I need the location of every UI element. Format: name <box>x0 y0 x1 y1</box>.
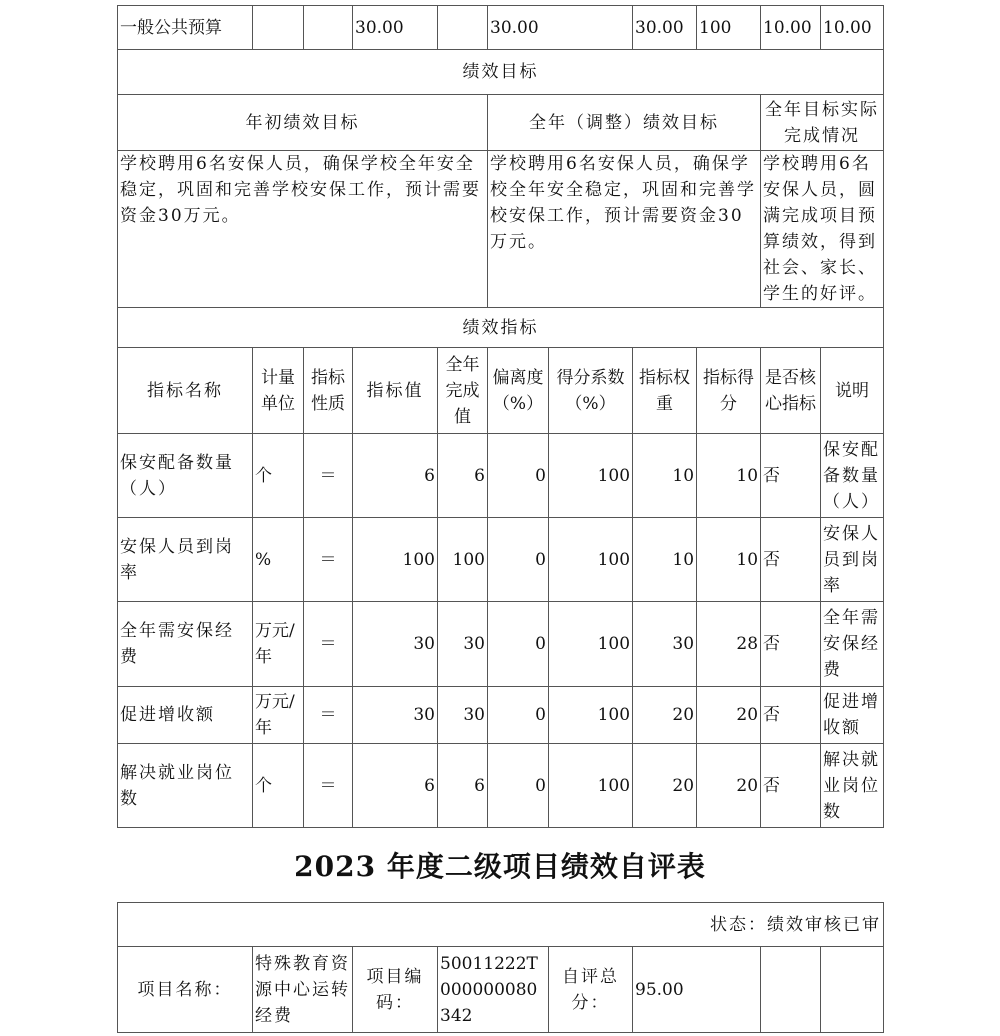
goals-section-title: 绩效目标 <box>118 50 884 95</box>
indicator-target: 6 <box>353 434 438 518</box>
indicator-coef: 100 <box>549 518 633 602</box>
budget-cell: 100 <box>697 6 761 50</box>
indicator-header: 全年完成值 <box>438 348 488 434</box>
indicator-target: 30 <box>353 687 438 744</box>
goals-value-row <box>118 151 884 308</box>
indicator-name: 保安配备数量（人） <box>118 434 253 518</box>
goal-actual-text: 学校聘用6名安保人员，圆满完成项目预算绩效，得到社会、家长、学生的好评。 <box>761 151 884 308</box>
indicator-score: 20 <box>697 687 761 744</box>
indicator-actual: 6 <box>438 744 488 828</box>
indicator-coef: 100 <box>549 602 633 687</box>
indicator-name: 促进增收额 <box>118 687 253 744</box>
goals-header-row <box>118 95 884 151</box>
indicator-score: 20 <box>697 744 761 828</box>
indicator-deviation: 0 <box>488 602 549 687</box>
budget-cell: 10.00 <box>761 6 821 50</box>
indicator-note: 全年需安保经费 <box>821 602 884 687</box>
table-row <box>118 687 884 744</box>
budget-cell: 10.00 <box>821 6 884 50</box>
project-name-value: 特殊教育资源中心运转经费 <box>253 947 353 1033</box>
budget-label: 一般公共预算 <box>118 6 253 50</box>
goal-adjusted-text: 学校聘用6名安保人员，确保学校全年安全稳定，巩固和完善学校安保工作，预计需要资金30万元。 <box>488 151 761 308</box>
indicator-coef: 100 <box>549 744 633 828</box>
budget-cell <box>438 6 488 50</box>
budget-row <box>118 6 884 50</box>
score-label: 自评总分： <box>549 947 633 1033</box>
indicator-weight: 10 <box>633 434 697 518</box>
indicator-score: 28 <box>697 602 761 687</box>
budget-cell: 30.00 <box>633 6 697 50</box>
empty-cell <box>821 947 884 1033</box>
indicator-unit: 个 <box>253 744 304 828</box>
indicator-deviation: 0 <box>488 687 549 744</box>
indicator-note: 安保人员到岗率 <box>821 518 884 602</box>
performance-table <box>117 5 884 828</box>
indicator-core: 否 <box>761 687 821 744</box>
goal-header-actual: 全年目标实际完成情况 <box>761 95 884 151</box>
indicator-nature: ＝ <box>304 687 353 744</box>
indicator-name: 全年需安保经费 <box>118 602 253 687</box>
indicator-score: 10 <box>697 434 761 518</box>
indicators-section-title: 绩效指标 <box>118 308 884 348</box>
indicator-nature: ＝ <box>304 744 353 828</box>
empty-cell <box>761 947 821 1033</box>
table-row <box>118 518 884 602</box>
indicator-actual: 30 <box>438 602 488 687</box>
indicator-actual: 6 <box>438 434 488 518</box>
indicator-nature: ＝ <box>304 518 353 602</box>
indicator-core: 否 <box>761 434 821 518</box>
score-value: 95.00 <box>633 947 761 1033</box>
indicator-weight: 10 <box>633 518 697 602</box>
indicator-note: 解决就业岗位数 <box>821 744 884 828</box>
indicator-nature: ＝ <box>304 602 353 687</box>
indicator-coef: 100 <box>549 687 633 744</box>
project-code-label: 项目编码： <box>353 947 438 1033</box>
table-row <box>118 744 884 828</box>
indicator-unit: 个 <box>253 434 304 518</box>
indicator-actual: 30 <box>438 687 488 744</box>
indicator-header: 指标名称 <box>118 348 253 434</box>
indicator-unit: 万元/年 <box>253 687 304 744</box>
indicator-header: 指标得分 <box>697 348 761 434</box>
indicators-header-row <box>118 348 884 434</box>
indicator-deviation: 0 <box>488 434 549 518</box>
indicator-header: 计量单位 <box>253 348 304 434</box>
indicator-header: 指标性质 <box>304 348 353 434</box>
budget-cell <box>304 6 353 50</box>
indicator-note: 促进增收额 <box>821 687 884 744</box>
goal-header-adjusted: 全年（调整）绩效目标 <box>488 95 761 151</box>
indicator-target: 100 <box>353 518 438 602</box>
indicator-weight: 20 <box>633 687 697 744</box>
project-code-value: 50011222T000000080342 <box>438 947 549 1033</box>
budget-cell: 30.00 <box>353 6 438 50</box>
indicator-nature: ＝ <box>304 434 353 518</box>
budget-cell: 30.00 <box>488 6 633 50</box>
budget-cell <box>253 6 304 50</box>
self-evaluation-table <box>117 902 884 1033</box>
indicator-target: 30 <box>353 602 438 687</box>
indicator-score: 10 <box>697 518 761 602</box>
indicator-core: 否 <box>761 602 821 687</box>
table-row <box>118 602 884 687</box>
indicator-core: 否 <box>761 518 821 602</box>
indicator-unit: % <box>253 518 304 602</box>
indicator-core: 否 <box>761 744 821 828</box>
indicator-deviation: 0 <box>488 518 549 602</box>
indicator-coef: 100 <box>549 434 633 518</box>
goal-header-initial: 年初绩效目标 <box>118 95 488 151</box>
indicator-header: 得分系数（%） <box>549 348 633 434</box>
indicator-actual: 100 <box>438 518 488 602</box>
indicator-weight: 30 <box>633 602 697 687</box>
indicator-header: 说明 <box>821 348 884 434</box>
indicator-header: 指标权重 <box>633 348 697 434</box>
indicator-unit: 万元/年 <box>253 602 304 687</box>
indicator-deviation: 0 <box>488 744 549 828</box>
indicator-header: 偏离度（%） <box>488 348 549 434</box>
table-row <box>118 434 884 518</box>
indicator-target: 6 <box>353 744 438 828</box>
goal-initial-text: 学校聘用6名安保人员，确保学校全年安全稳定，巩固和完善学校安保工作，预计需要资金30万元。 <box>118 151 488 308</box>
status-text: 状态：绩效审核已审 <box>118 903 884 947</box>
page-title: 2023 年度二级项目绩效自评表 <box>294 850 706 883</box>
indicator-weight: 20 <box>633 744 697 828</box>
indicator-header: 是否核心指标 <box>761 348 821 434</box>
indicator-header: 指标值 <box>353 348 438 434</box>
indicator-note: 保安配备数量（人） <box>821 434 884 518</box>
project-name-label: 项目名称： <box>118 947 253 1033</box>
indicator-name: 解决就业岗位数 <box>118 744 253 828</box>
indicator-name: 安保人员到岗率 <box>118 518 253 602</box>
